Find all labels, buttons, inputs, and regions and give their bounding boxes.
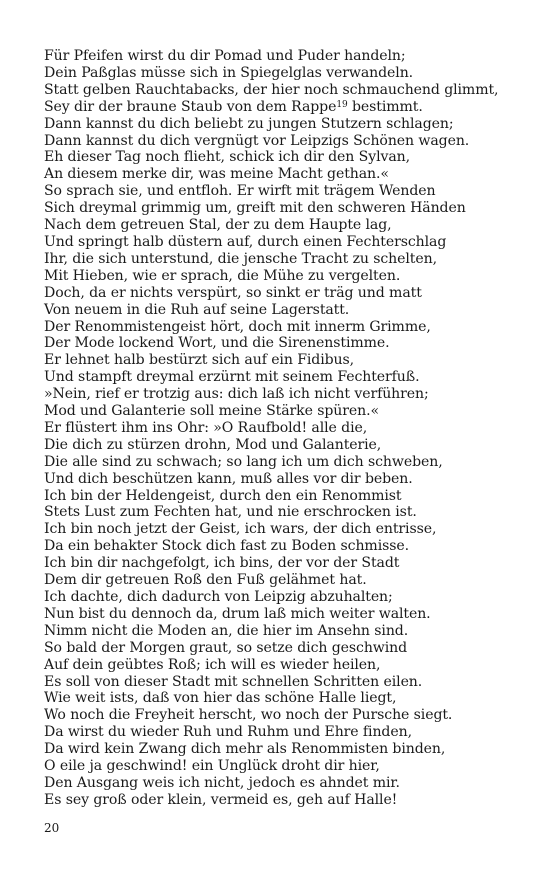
verse-line: Ich dachte, dich dadurch von Leipzig abzuhalten; — [44, 589, 393, 605]
verse-line: Ich bin dir nachgefolgt, ich bins, der vor der Stadt — [44, 555, 400, 572]
verse-line: Ich bin noch jetzt der Geist, ich wars, der dich entrisse, — [44, 521, 437, 538]
verse-line: Und springt halb düstern auf, durch einen Fechterschlag — [44, 233, 447, 250]
verse-line: Den Ausgang weis ich nicht, jedoch es ahndet mir. — [44, 774, 400, 791]
verse-line: Eh dieser Tag noch flieht, schick ich dir den Sylvan, — [44, 149, 410, 166]
verse-line: Dann kannst du dich beliebt zu jungen Stutzern schlagen; — [44, 115, 454, 132]
verse-line: Nach dem getreuen Stal, der zu dem Haupte lag, — [44, 217, 392, 234]
verse-line-tail: bestimmt. — [347, 98, 423, 115]
verse-line: Nimm nicht die Moden an, die hier im Ansehn sind. — [44, 622, 409, 639]
verse-line: Wie weit ists, daß von hier das schöne Halle liegt, — [44, 690, 397, 707]
verse-line: So bald der Morgen graut, so setze dich geschwind — [44, 639, 408, 656]
verse-line: Und dich beschützen kann, muß alles vor dir beben. — [44, 470, 413, 487]
verse-line: Die alle sind zu schwach; so lang ich um dich schweben, — [44, 453, 443, 470]
verse-line: Nun bist du dennoch da, drum laß mich weiter walten. — [44, 605, 431, 622]
verse-line: Es soll von dieser Stadt mit schnellen Schritten eilen. — [44, 673, 423, 690]
verse-line: Die dich zu stürzen drohn, Mod und Galanterie, — [44, 436, 382, 453]
verse-line: O eile ja geschwind! ein Unglück droht dir hier, — [44, 758, 380, 775]
verse-line: Dem dir getreuen Roß den Fuß gelähmet hat. — [44, 572, 367, 589]
verse-line: Da wird kein Zwang dich mehr als Renommisten binden, — [44, 741, 446, 758]
verse-line: Von neuem in die Ruh auf seine Lagerstatt. — [44, 301, 350, 318]
verse-line-with-footnote — [44, 99, 524, 116]
verse-line: Mit Hieben, wie er sprach, die Mühe zu vergelten. — [44, 267, 401, 284]
verse-line: Ihr, die sich unterstund, die jensche Tracht zu schelten, — [44, 250, 437, 267]
verse-line: So sprach sie, und entfloh. Er wirft mit trägem Wenden — [44, 183, 436, 200]
verse-line: Der Renommistengeist hört, doch mit innerm Grimme, — [44, 318, 431, 335]
verse-line: Für Pfeifen wirst du dir Pomad und Puder handeln; — [44, 48, 406, 64]
verse-line: Und stampft dreymal erzürnt mit seinem Fechterfuß. — [44, 369, 420, 386]
verse-line: An diesem merke dir, was meine Macht gethan.« — [44, 166, 389, 183]
verse-line: Stets Lust zum Fechten hat, und nie erschrocken ist. — [44, 504, 417, 521]
verse-line: Der Mode lockend Wort, und die Sirenenstimme. — [44, 335, 390, 352]
verse-line: Da wirst du wieder Ruh und Ruhm und Ehre finden, — [44, 724, 412, 741]
footnote-marker: 19 — [336, 99, 348, 110]
verse-line: Er lehnet halb bestürzt sich auf ein Fidibus, — [44, 352, 355, 369]
verse-line: Statt gelben Rauchtabacks, der hier noch schmauchend glimmt, — [44, 81, 499, 98]
verse-line: Da ein behakter Stock dich fast zu Boden schmisse. — [44, 538, 409, 555]
page-number: 20 — [44, 821, 60, 835]
poem-text-block — [44, 48, 524, 809]
verse-line: Es sey groß oder klein, vermeid es, geh auf Halle! — [44, 791, 398, 808]
verse-line: »Nein, rief er trotzig aus: dich laß ich nicht verführen; — [44, 386, 429, 403]
verse-line: Er flüstert ihm ins Ohr: »O Raufbold! alle die, — [44, 419, 368, 436]
verse-line-head: Sey dir der braune Staub von dem Rappe — [44, 98, 337, 115]
verse-line: Mod und Galanterie soll meine Stärke spüren.« — [44, 403, 380, 420]
verse-line: Sich dreymal grimmig um, greift mit den schweren Händen — [44, 200, 466, 217]
verse-line: Wo noch die Freyheit herscht, wo noch der Pursche siegt. — [44, 707, 453, 724]
verse-line: Doch, da er nichts verspürt, so sinkt er träg und matt — [44, 284, 422, 301]
verse-line: Dein Paßglas müsse sich in Spiegelglas verwandeln. — [44, 64, 414, 81]
verse-line: Ich bin der Heldengeist, durch den ein Renommist — [44, 487, 402, 504]
verse-line: Dann kannst du dich vergnügt vor Leipzigs Schönen wagen. — [44, 132, 470, 149]
verse-line: Auf dein geübtes Roß; ich will es wieder heilen, — [44, 656, 381, 673]
